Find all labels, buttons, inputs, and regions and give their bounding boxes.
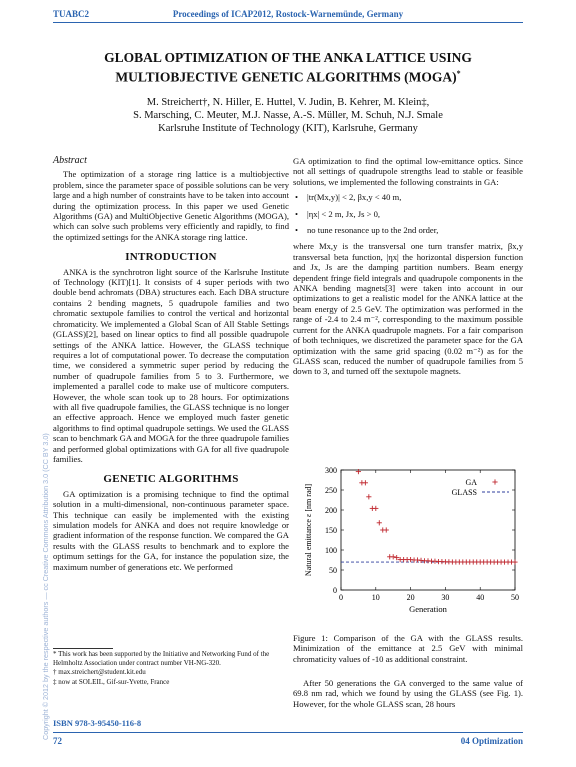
x-tick-label: 50 <box>511 593 519 602</box>
results-text: After 50 generations the GA converged to the same value of 69.8 nm rad, which we found by using the GLASS (see Fig. 1). However, for the whole GLASS scan, 28 hours <box>293 678 523 709</box>
genetic-heading: GENETIC ALGORITHMS <box>103 473 239 486</box>
abstract-text: The optimization of a storage ring lattice is a multiobjective problem, since the parameter space of possible solutions can be very large and a high number of constraints have to be taken into account during the optimization process. In this paper we used Genetic Algorithms (GA) and MultiObjective Genetic Algorithms (MOGA), which can solve such problems very efficiently and rapidly, to find the optimized settings for the ANKA storage ring lattice. <box>53 169 289 242</box>
page-header <box>0 0 576 40</box>
ga-data-point <box>391 554 396 559</box>
ga-data-point <box>363 480 368 485</box>
ga-data-point <box>366 494 371 499</box>
y-tick-label: 150 <box>325 526 337 535</box>
page-number: 72 <box>53 736 62 746</box>
paper-tag: TUABC2 <box>53 9 90 19</box>
constraint-item: • |tr(Mx,y)| < 2, βx,y < 40 m, <box>293 192 523 202</box>
plot-frame <box>341 470 515 590</box>
figure-caption: Figure 1: Comparison of the GA with the GLASS results. Minimization of the emittance at 2.5 GeV with minimal chromaticity values of -10 as additional constraint. <box>293 633 523 664</box>
ga-data-point <box>384 527 389 532</box>
x-tick-label: 20 <box>406 593 415 602</box>
constraint-list <box>293 192 523 235</box>
constraint-item: • |ηx| < 2 m, Jx, Js > 0, <box>293 209 523 219</box>
ga-data-point <box>512 559 517 564</box>
footnote-rule <box>53 648 113 649</box>
y-tick-label: 0 <box>333 586 337 595</box>
y-tick-label: 100 <box>325 546 337 555</box>
genetic-text: GA optimization is a promising technique to find the optimal solution in a multi-dimensional, non-continuous parameter space. This technique can easily be implemented with the existing simulation models for ANKA and does not require knowledge or gradient information of the response function. We compared the GA results with the GLASS results to benchmark and to explore the optimum settings for the GA, for instance the population size, the maximum number of generations etc. We performed <box>53 488 289 572</box>
x-tick-label: 0 <box>339 593 343 602</box>
legend-label-glass: GLASS <box>451 488 477 497</box>
author-block <box>60 96 516 135</box>
footnotes <box>53 650 289 687</box>
authors-line-2: S. Marsching, C. Meuter, M.J. Nasse, A.-S. Müller, M. Schuh, N.J. Smale <box>133 110 443 121</box>
ga-data-point <box>377 520 382 525</box>
footnote-soleil: ‡ now at SOLEIL, Gif-sur-Yvette, France <box>53 677 170 686</box>
constraints-intro: GA optimization to find the optimal low-emittance optics. Since not all settings of quadrupole strengths lead to stable or feasible solutions, we implemented the following constraints in GA: <box>293 156 523 187</box>
authors-line-1: M. Streichert†, N. Hiller, E. Huttel, V. Judin, B. Kehrer, M. Klein‡, <box>146 97 430 108</box>
affiliation: Karlsruhe Institute of Technology (KIT), Karlsruhe, Germany <box>158 123 418 134</box>
figure-1 <box>293 464 523 622</box>
conference-name: Proceedings of ICAP2012, Rostock-Warnemünde, Germany <box>172 9 404 19</box>
left-column <box>53 156 289 572</box>
method-text: where Mx,y is the transversal one turn transfer matrix, βx,y transversal beta function, |ηx| the horizontal dispersion function and Jx, Js are the damping partition numbers. Beam energy dependent fringe field integrals and quadrupole components in the ANKA bending magnets[3] were taken into account in our optimizations to get a realistic model for the ANKA lattice at the beam energy of 2.5 GeV. The optimization was performed in the range of -2.4 to 2.4 m⁻², corresponding to the maximum possible current for the ANKA quadrupole magnets. For a fair comparison of both techniques, we discretized the parameter space for the GA optimization with the same grid spacing (0.02 m⁻²) as for the GLASS scan, reduced the number of quadrupole families from 5 down to 3, and turned off the sextupole magnets. <box>293 241 523 377</box>
abstract-heading: Abstract <box>53 155 87 166</box>
y-tick-label: 200 <box>325 506 337 515</box>
isbn: ISBN 978-3-95450-116-8 <box>53 718 142 728</box>
copyright-notice: Copyright © 2012 by the respective authors — cc Creative Commons Attribution 3.0 (CC BY 3.0) <box>41 433 50 740</box>
footnote-email: † max.streichert@student.kit.edu <box>53 668 146 676</box>
constraint-item: • no tune resonance up to the 2nd order, <box>293 225 523 235</box>
intro-text: ANKA is the synchrotron light source of the Karlsruhe Institute of Technology (KIT)[1]. It consists of 4 super periods with two double bend achromats (DBA) structures each. Each DBA structure contains 2 bending magnets, 5 quadrupole families and two chromatic sextupole families to control the vertical and horizontal chromaticity. We implemented a Global Scan of All Stable Settings (GLASS)[2], based on linear optics to find all possible quadrupole settings of the ANKA lattice. However, the GLASS technique requires a lot of computational power. To decrease the computation time, we considered a symmetric super period by reducing the number of quadrupole families from 5 to 3. Furthermore, we implemented a parallel code to make use of multicore computers. However, the whole scan took up to 28 hours. For optimizations with all five quadrupole families, the GLASS technique is no longer an effective approach. Hence we employed much faster genetic algorithms to find optimal quadrupole settings. We used the GLASS scan to benchmark GA and MOGA for the three quadrupole families and performed global optimizations with GA for all five quadrupole families. <box>53 266 289 464</box>
header-rule <box>53 22 523 23</box>
intro-heading: INTRODUCTION <box>125 251 217 264</box>
section-tag: 04 Optimization <box>460 736 523 746</box>
ga-data-point <box>373 506 378 511</box>
x-tick-label: 40 <box>476 593 485 602</box>
paper-title <box>60 50 516 86</box>
emittance-chart <box>293 464 523 622</box>
x-tick-label: 30 <box>441 593 450 602</box>
right-column <box>293 156 523 377</box>
title-line-2: MULTIOBJECTIVE GENETIC ALGORITHMS (MOGA)* <box>115 69 461 85</box>
y-tick-label: 300 <box>325 466 337 475</box>
legend-label-ga: GA <box>465 478 477 487</box>
title-line-1: GLOBAL OPTIMIZATION OF THE ANKA LATTICE USING <box>104 50 472 65</box>
y-tick-label: 50 <box>329 566 337 575</box>
footer-rule <box>53 732 523 733</box>
footnote-funding: * This work has been supported by the Initiative and Networking Fund of the Helmholtz Association under contract number VH-NG-320. <box>53 650 270 667</box>
x-tick-label: 10 <box>371 593 380 602</box>
y-axis-label: Natural emittance ε [nm rad] <box>304 483 313 577</box>
y-tick-label: 250 <box>325 486 337 495</box>
x-axis-label: Generation <box>409 604 447 614</box>
title-footnote-mark: * <box>456 69 461 78</box>
